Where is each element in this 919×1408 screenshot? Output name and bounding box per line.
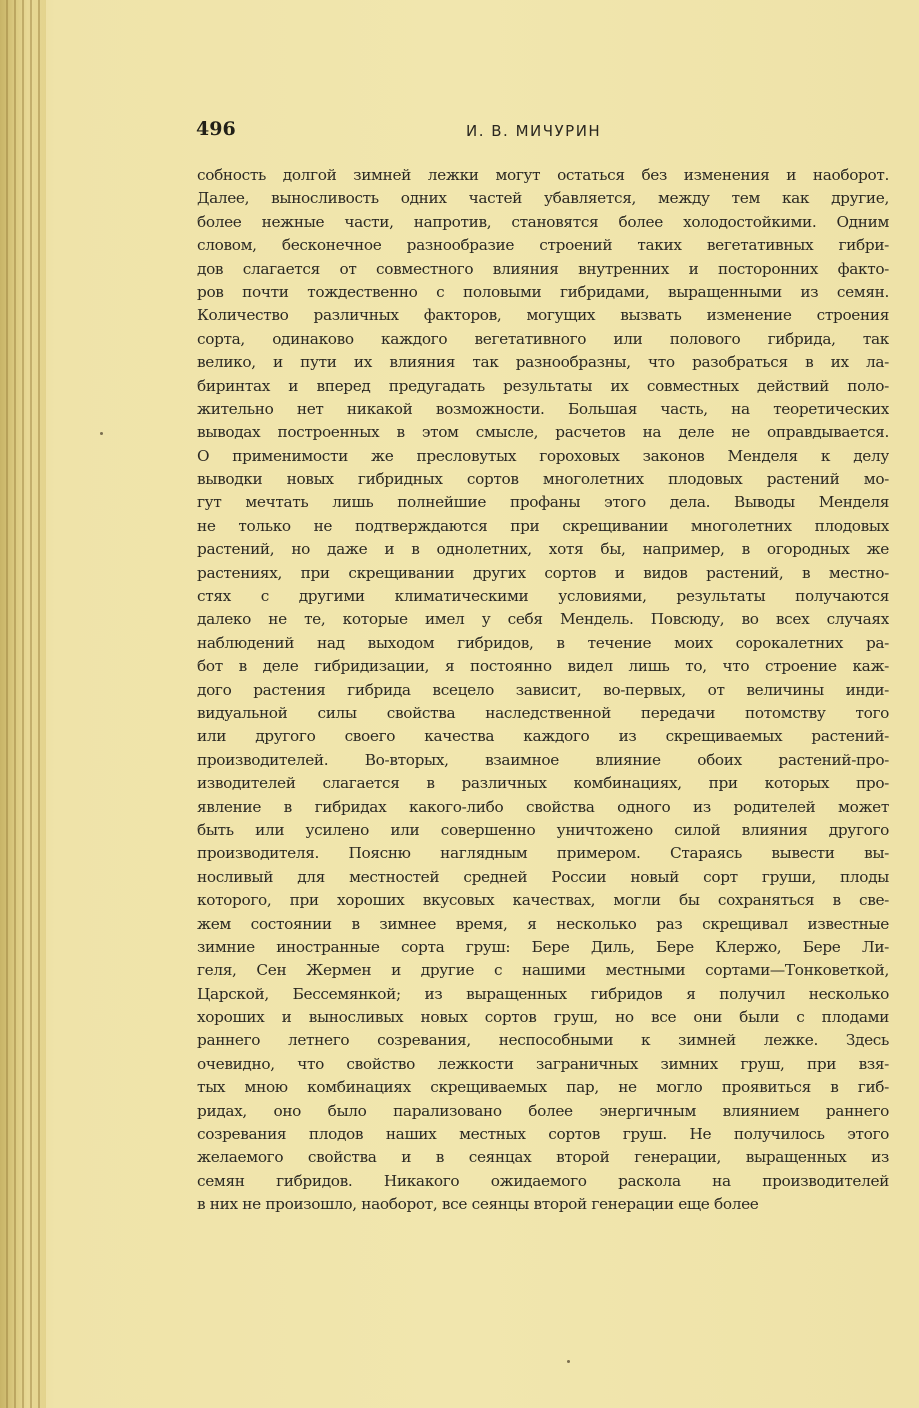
text-line: жительно нет никакой возможности. Большая часть, на теоретических: [197, 399, 889, 418]
text-line: растениях, при скрещивании других сортов и видов растений, в местно-: [197, 563, 889, 582]
text-line: стях с другими климатическими условиями, результаты получаются: [197, 587, 889, 606]
text-line: созревания плодов наших местных сортов груш. Не получилось этого: [197, 1125, 889, 1144]
spine-line: [30, 0, 32, 1408]
spine-line: [14, 0, 16, 1408]
text-line: желаемого свойства и в сеянцах второй генерации, выращенных из: [197, 1148, 889, 1167]
text-line: Количество различных факторов, могущих вызвать изменение строения: [197, 306, 889, 325]
running-head: И. В. МИЧУРИН: [466, 122, 602, 140]
text-line: далеко не те, которые имел у себя Мендель. Повсюду, во всех случаях: [197, 610, 889, 629]
text-line: производителей. Во-вторых, взаимное влияние обоих растений-про-: [197, 750, 889, 769]
text-line: ров почти тождественно с половыми гибридами, выращенными из семян.: [197, 282, 889, 301]
text-line: тых мною комбинациях скрещиваемых пар, не могло проявиться в гиб-: [197, 1078, 889, 1097]
page-header: [196, 118, 888, 148]
text-line: не только не подтверждаются при скрещивании многолетних плодовых: [197, 516, 889, 535]
text-line: зимние иностранные сорта груш: Бере Диль, Бере Клержо, Бере Ли-: [197, 937, 889, 956]
text-line: словом, бесконечное разнообразие строений таких вегетативных гибри-: [197, 236, 889, 255]
text-line: биринтах и вперед предугадать результаты их совместных действий поло-: [197, 376, 889, 395]
text-line: семян гибридов. Никакого ожидаемого раскола на производителей: [197, 1171, 889, 1190]
text-line: дов слагается от совместного влияния внутренних и посторонних факто-: [197, 259, 889, 278]
text-line: ридах, оно было парализовано более энергичным влиянием раннего: [197, 1101, 889, 1120]
text-line: явление в гибридах какого-либо свойства одного из родителей может: [197, 797, 889, 816]
page-spine-edge: [0, 0, 46, 1408]
spine-line: [38, 0, 40, 1408]
text-line: хороших и выносливых новых сортов груш, но все они были с плодами: [197, 1008, 889, 1027]
text-line: велико, и пути их влияния так разнообразны, что разобраться в их ла-: [197, 353, 889, 372]
body-text: [197, 164, 889, 1217]
text-line: быть или усилено или совершенно уничтожено силой влияния другого: [197, 820, 889, 839]
spine-line: [6, 0, 8, 1408]
text-line: жем состоянии в зимнее время, я несколько раз скрещивал известные: [197, 914, 889, 933]
text-line: сорта, одинаково каждого вегетативного или полового гибрида, так: [197, 329, 889, 348]
text-line: гут мечтать лишь полнейшие профаны этого дела. Выводы Менделя: [197, 493, 889, 512]
text-line: Царской, Бессемянкой; из выращенных гибридов я получил несколько: [197, 984, 889, 1003]
spine-line: [22, 0, 24, 1408]
text-line: производителя. Поясню наглядным примером. Стараясь вывести вы-: [197, 844, 889, 863]
text-line: более нежные части, напротив, становятся более холодостойкими. Одним: [197, 212, 889, 231]
text-line: выводах построенных в этом смысле, расчетов на деле не оправдывается.: [197, 423, 889, 442]
text-line: видуальной силы свойства наследственной передачи потомству того: [197, 703, 889, 722]
text-line: собность долгой зимней лежки могут остаться без изменения и наоборот.: [197, 166, 889, 184]
text-line: в них не произошло, наоборот, все сеянцы второй генерации еще более: [197, 1195, 759, 1214]
text-line: О применимости же пресловутых гороховых законов Менделя к делу: [197, 446, 889, 465]
text-line: геля, Сен Жермен и другие с нашими местными сортами—Тонковеткой,: [197, 961, 889, 980]
text-line: Далее, выносливость одних частей убавляется, между тем как другие,: [197, 189, 889, 208]
text-line: наблюдений над выходом гибридов, в течение моих сорокалетних ра-: [197, 633, 889, 652]
text-line: бот в деле гибридизации, я постоянно видел лишь то, что строение каж-: [197, 657, 889, 676]
text-line: раннего летнего созревания, неспособными к зимней лежке. Здесь: [197, 1031, 889, 1050]
text-line: которого, при хороших вкусовых качествах, могли бы сохраняться в све-: [197, 891, 889, 910]
text-line: или другого своего качества каждого из скрещиваемых растений-: [197, 727, 889, 746]
text-line: изводителей слагается в различных комбинациях, при которых про-: [197, 774, 889, 793]
paper-speck: [100, 432, 103, 435]
page-number: 496: [196, 118, 236, 140]
text-line: очевидно, что свойство лежкости заграничных зимних груш, при взя-: [197, 1054, 889, 1073]
text-line: носливый для местностей средней России новый сорт груши, плоды: [197, 867, 889, 886]
text-line: выводки новых гибридных сортов многолетних плодовых растений мо-: [197, 470, 889, 489]
text-line: дого растения гибрида всецело зависит, во-первых, от величины инди-: [197, 680, 889, 699]
paper-speck: [567, 1360, 570, 1363]
text-line: растений, но даже и в однолетних, хотя бы, например, в огородных же: [197, 540, 889, 559]
